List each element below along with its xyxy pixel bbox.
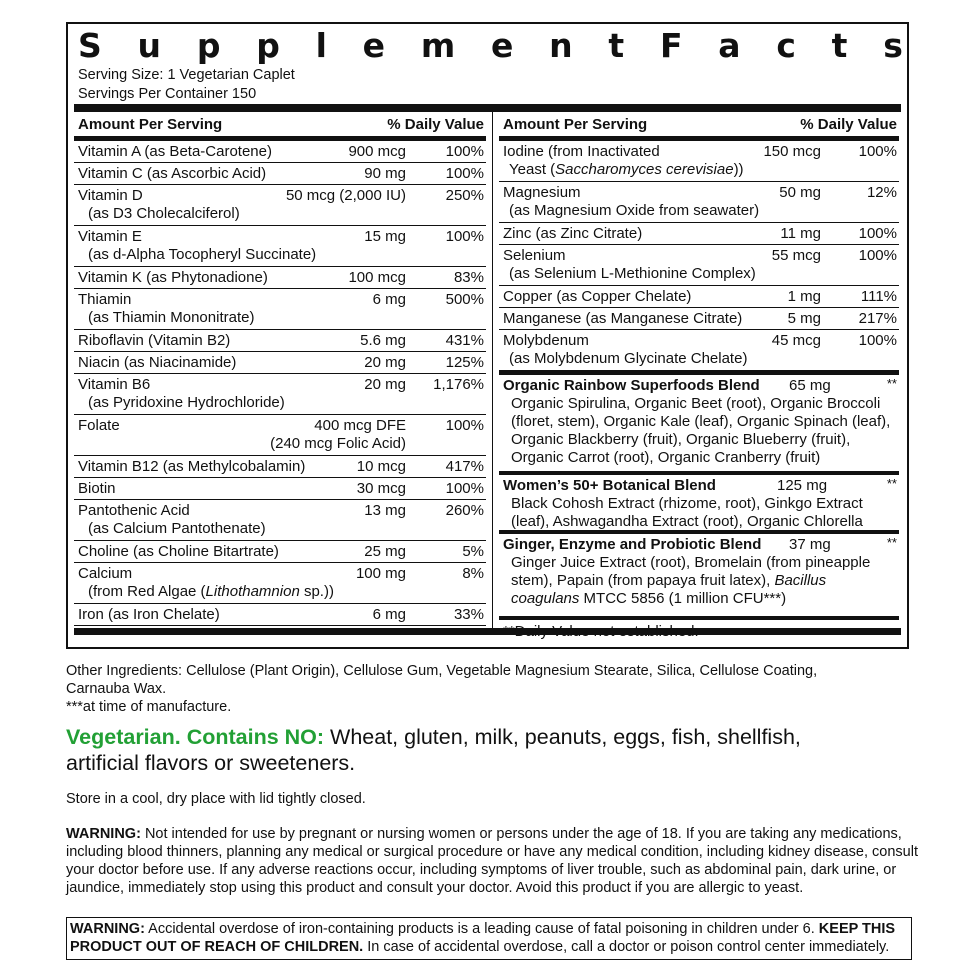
nutrient-name: Molybdenum: [503, 332, 589, 349]
dv-header: % Daily Value: [800, 116, 897, 133]
nutrient-dv: 100%: [445, 417, 484, 434]
title-letter: e: [362, 26, 386, 65]
nutrient-name: Zinc (as Zinc Citrate): [503, 225, 643, 242]
nutrient-name: Vitamin B6: [78, 376, 151, 393]
nutrient-dv: 5%: [462, 543, 484, 560]
other-ingredients: Other Ingredients: Cellulose (Plant Origin), Cellulose Gum, Vegetable Magnesium Stearate, Silica, Cellulose Coating, Carnauba Wax.: [66, 663, 818, 697]
nutrient-row: [74, 141, 486, 163]
title-letter: c: [776, 26, 796, 65]
nutrient-name: Thiamin: [78, 291, 132, 308]
nutrient-row: [74, 289, 486, 330]
nutrient-source: (as Calcium Pantothenate): [88, 520, 266, 537]
nutrient-dv: 111%: [860, 288, 897, 305]
nutrient-row: [74, 330, 486, 352]
nutrient-dv: 125%: [445, 354, 484, 371]
blend-dv: **: [886, 476, 897, 491]
nutrient-name: Magnesium: [503, 184, 581, 201]
nutrient-name: Folate: [78, 417, 120, 434]
vegetarian-statement: [66, 724, 866, 776]
nutrient-amount: 45 mcg: [771, 332, 821, 349]
iron-warning-text-2: In case of accidental overdose, call a doctor or poison control center immediately.: [363, 939, 890, 955]
nutrient-row: [74, 185, 486, 226]
blend-dv: **: [886, 535, 897, 550]
nutrient-amount: 20 mg: [364, 376, 406, 393]
amount-header: Amount Per Serving: [503, 116, 648, 133]
title-letter: F: [659, 26, 683, 65]
nutrient-dv: 100%: [445, 143, 484, 160]
nutrient-name: Biotin: [78, 480, 116, 497]
right-column-header: [499, 112, 899, 141]
nutrient-amount: 150 mcg: [763, 143, 821, 160]
nutrient-source: (as Selenium L-Methionine Complex): [509, 265, 756, 282]
nutrient-amount: 6 mg: [372, 606, 406, 623]
nutrient-row: [74, 415, 486, 456]
nutrient-amount: 25 mg: [364, 543, 406, 560]
nutrient-name: Vitamin B12 (as Methylcobalamin): [78, 458, 306, 475]
manufacture-note: ***at time of manufacture.: [66, 699, 232, 715]
iron-warning-box: [66, 917, 912, 960]
nutrient-row: [74, 456, 486, 478]
blend-ingredients: Organic Spirulina, Organic Beet (root), Organic Broccoli (floret, stem), Organic Kale (leaf), Organic Spinach (leaf), Organic Blackberry (fruit), Organic Blueberry (fruit), Organic Carrot (root), Organic Cranberry (fruit): [511, 395, 891, 466]
nutrient-dv: 33%: [453, 606, 484, 623]
nutrient-dv: 100%: [445, 480, 484, 497]
dv-header: % Daily Value: [387, 116, 484, 133]
nutrient-dv: 8%: [462, 565, 484, 582]
panel-title: [78, 28, 903, 64]
nutrient-name: Pantothenic Acid: [78, 502, 190, 519]
nutrient-amount: 11 mg: [780, 225, 821, 242]
title-letter: u: [137, 26, 162, 65]
nutrient-amount: 55 mcg: [771, 247, 821, 264]
title-letter: s: [883, 26, 903, 65]
blend-name: Women’s 50+ Botanical Blend: [503, 477, 716, 494]
nutrient-name: Vitamin C (as Ascorbic Acid): [78, 165, 267, 182]
nutrient-name: Copper (as Copper Chelate): [503, 288, 692, 305]
vegetarian-label: Vegetarian. Contains NO:: [66, 725, 325, 749]
nutrient-row: [74, 604, 486, 626]
bottom-thick-divider: [74, 628, 901, 635]
blend-amount: 37 mg: [789, 536, 831, 553]
nutrient-dv: 100%: [858, 247, 897, 264]
nutrient-amount: 50 mg: [779, 184, 821, 201]
blend-dv: **: [886, 376, 897, 391]
title-letter: e: [490, 26, 514, 65]
nutrient-name: Vitamin E: [78, 228, 142, 245]
storage-instructions: Store in a cool, dry place with lid tightly closed.: [66, 791, 366, 807]
nutrient-name: Niacin (as Niacinamide): [78, 354, 237, 371]
nutrient-dv: 100%: [445, 228, 484, 245]
warning-text: Not intended for use by pregnant or nursing women or persons under the age of 18. If you are taking any medications, including blood thinners, planning any medical or surgical procedure or have any medical condition, including kidney disease, consult your doctor before use. If any adverse reactions occur, including symptoms of liver trouble, such as abdominal pain, dark urine, or jaundice, immediately stop using this product and consult your doctor. Avoid this product if you are allergic to yeast.: [66, 826, 918, 896]
nutrient-amount: 1 mg: [787, 288, 821, 305]
iron-warning-label: WARNING:: [70, 921, 145, 937]
column-divider: [492, 112, 493, 628]
nutrient-source: (as Molybdenum Glycinate Chelate): [509, 350, 748, 367]
nutrient-row: [74, 478, 486, 500]
nutrient-source: (as D3 Cholecalciferol): [88, 205, 240, 222]
iron-warning-text: Accidental overdose of iron-containing products is a leading cause of fatal poisoning in children under 6.: [144, 921, 819, 937]
blend-ingredients: Ginger Juice Extract (root), Bromelain (from pineapple stem), Papain (from papaya fruit latex), Bacillus coagulans MTCC 5856 (1 million CFU***): [511, 554, 871, 607]
nutrient-row: [74, 563, 486, 604]
nutrient-dv: 100%: [445, 165, 484, 182]
nutrient-dv: 417%: [445, 458, 484, 475]
nutrient-name: Vitamin A (as Beta-Carotene): [78, 143, 272, 160]
title-letter: n: [549, 26, 573, 65]
nutrient-name: Manganese (as Manganese Citrate): [503, 310, 743, 327]
nutrient-row: [499, 223, 899, 245]
nutrient-row: [74, 352, 486, 374]
nutrient-row: [74, 374, 486, 415]
title-letter: m: [420, 26, 456, 65]
supplement-facts-panel: [66, 22, 909, 649]
nutrient-source: (as d-Alpha Tocopheryl Succinate): [88, 246, 317, 263]
nutrient-row: [499, 286, 899, 308]
nutrient-row: [74, 226, 486, 267]
nutrient-amount-detail: (240 mcg Folic Acid): [270, 435, 406, 452]
title-letter: p: [256, 26, 280, 65]
title-letter: l: [315, 26, 327, 65]
nutrient-amount: 30 mcg: [356, 480, 406, 497]
nutrient-name: Vitamin D: [78, 187, 143, 204]
nutrient-row: [499, 330, 899, 371]
nutrient-dv: 1,176%: [433, 376, 484, 393]
title-letter: p: [196, 26, 221, 65]
nutrient-dv: 431%: [445, 332, 484, 349]
nutrient-row: [499, 245, 899, 286]
nutrient-name: Iron (as Iron Chelate): [78, 606, 220, 623]
nutrient-dv: 100%: [858, 332, 897, 349]
nutrient-source: (as Thiamin Mononitrate): [88, 309, 255, 326]
blend-amount: 125 mg: [777, 477, 828, 494]
nutrient-source: (as Magnesium Oxide from seawater): [509, 202, 760, 219]
nutrient-row: [74, 163, 486, 185]
nutrient-source: Yeast (Saccharomyces cerevisiae)): [509, 161, 744, 178]
nutrient-amount: 6 mg: [372, 291, 406, 308]
nutrient-row: [499, 308, 899, 330]
nutrient-dv: 100%: [858, 225, 897, 242]
vegetarian-text: Wheat, gluten, milk, peanuts, eggs, fish, shellfish, artificial flavors or sweeteners.: [66, 725, 801, 775]
nutrient-amount: 10 mcg: [356, 458, 406, 475]
title-letter: S: [78, 26, 102, 65]
nutrient-amount: 50 mcg (2,000 IU): [285, 187, 406, 204]
right-column: [499, 112, 899, 642]
title-letter: t: [831, 26, 848, 65]
nutrient-dv: 217%: [858, 310, 897, 327]
nutrient-dv: 12%: [866, 184, 897, 201]
left-column-header: [74, 112, 486, 141]
blend-amount: 65 mg: [789, 377, 831, 394]
nutrient-amount: 20 mg: [364, 354, 406, 371]
nutrient-amount: 13 mg: [364, 502, 406, 519]
nutrient-dv: 250%: [445, 187, 484, 204]
nutrient-row: [499, 182, 899, 223]
title-letter: a: [718, 26, 741, 65]
nutrient-amount: 5.6 mg: [360, 332, 406, 349]
nutrient-name: Choline (as Choline Bitartrate): [78, 543, 279, 560]
blend-row: [499, 471, 899, 530]
nutrient-amount: 400 mcg DFE: [314, 417, 406, 434]
nutrient-row: [74, 500, 486, 541]
keep-out-of-reach: KEEP THIS PRODUCT OUT OF REACH OF CHILDREN.: [70, 921, 896, 955]
nutrient-name: Riboflavin (Vitamin B2): [78, 332, 231, 349]
nutrient-name: Calcium: [78, 565, 133, 582]
nutrient-amount: 900 mcg: [348, 143, 406, 160]
nutrient-name: Selenium: [503, 247, 566, 264]
thick-divider: [74, 104, 901, 112]
nutrient-amount: 5 mg: [787, 310, 821, 327]
nutrient-dv: 83%: [453, 269, 484, 286]
title-letter: t: [608, 26, 625, 65]
nutrient-row: [499, 141, 899, 182]
warning-general: [66, 825, 926, 897]
nutrient-dv: 100%: [858, 143, 897, 160]
nutrient-row: [74, 541, 486, 563]
nutrient-amount: 100 mg: [355, 565, 406, 582]
nutrient-name: Vitamin K (as Phytonadione): [78, 269, 268, 286]
blend-ingredients: Black Cohosh Extract (rhizome, root), Ginkgo Extract (leaf), Ashwagandha Extract (root), Organic Chlorella: [511, 495, 863, 530]
nutrient-amount: 15 mg: [364, 228, 406, 245]
blend-row: [499, 530, 899, 616]
nutrient-source: (from Red Algae (Lithothamnion sp.)): [88, 583, 334, 600]
serving-size: Serving Size: 1 Vegetarian Caplet: [78, 67, 295, 83]
nutrient-source: (as Pyridoxine Hydrochloride): [88, 394, 285, 411]
blend-name: Organic Rainbow Superfoods Blend: [503, 377, 760, 394]
left-column: [74, 112, 486, 626]
nutrient-amount: 90 mg: [364, 165, 406, 182]
warning-label: WARNING:: [66, 826, 141, 842]
nutrient-amount: 100 mcg: [348, 269, 406, 286]
amount-header: Amount Per Serving: [78, 116, 223, 133]
nutrient-name: Iodine (from Inactivated: [503, 143, 660, 160]
blend-name: Ginger, Enzyme and Probiotic Blend: [503, 536, 762, 553]
nutrient-dv: 260%: [445, 502, 484, 519]
servings-per-container: Servings Per Container 150: [78, 86, 257, 102]
nutrient-row: [74, 267, 486, 289]
nutrient-dv: 500%: [445, 291, 484, 308]
blend-row: [499, 371, 899, 471]
